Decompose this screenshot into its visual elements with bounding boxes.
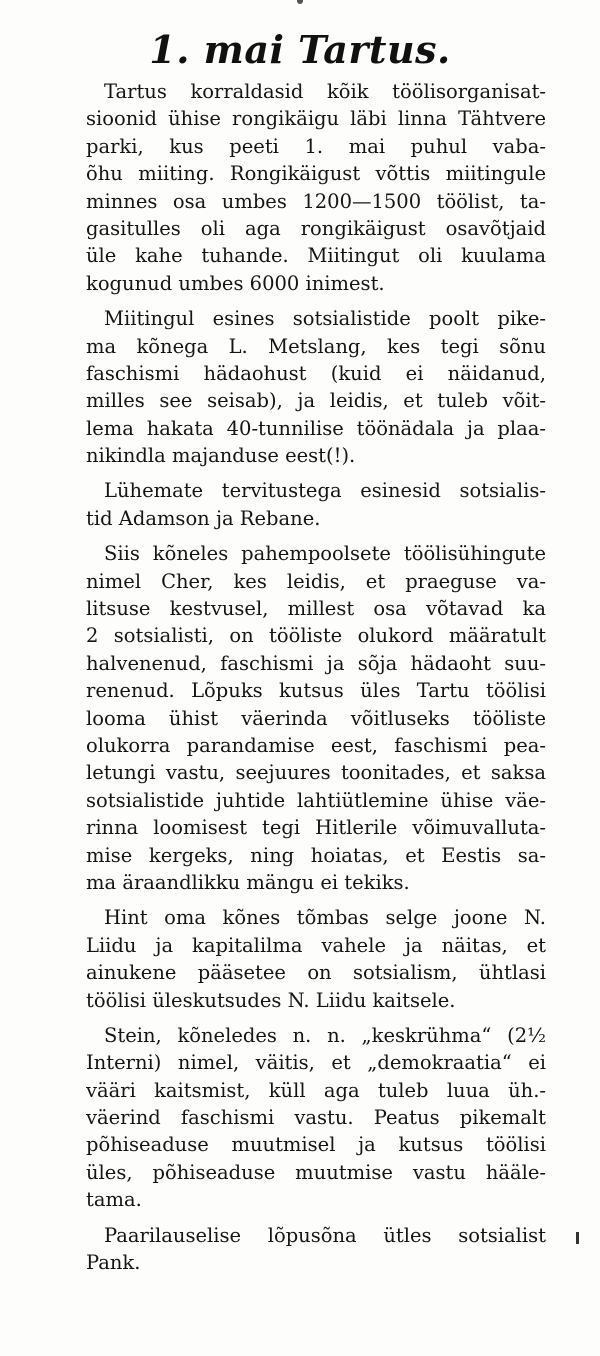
article-paragraph	[86, 1222, 546, 1277]
text-line: letungi vastu, seejuures toonitades, et saksa	[86, 761, 546, 785]
page-mark-top	[297, 0, 303, 4]
text-line: Lühemate tervitustega esinesid sotsialis-	[104, 479, 546, 503]
text-line: nikindla majanduse eest(!).	[86, 444, 356, 468]
text-line: põhiseaduse muutmisel ja kutsus töölisi	[86, 1133, 546, 1157]
text-line: faschismi hädaohust (kuid ei näidanud,	[86, 361, 546, 385]
article-title: 1. mai Tartus.	[149, 27, 451, 72]
text-line: looma ühist väerinda võitluseks tööliste	[86, 706, 546, 730]
text-line: kogunud umbes 6000 inimest.	[86, 271, 385, 295]
text-line: milles see seisab), ja leidis, et tuleb võit-	[86, 389, 546, 413]
text-line: 2 sotsialisti, on tööliste olukord määratult	[86, 624, 546, 648]
text-line: sotsialistide juhtide lahtiütlemine ühise väe-	[86, 788, 546, 812]
text-line: Interni) nimel, väitis, et „demokraatia“ ei	[86, 1051, 546, 1075]
article-paragraph	[86, 305, 546, 469]
text-line: üle kahe tuhande. Miitingut oli kuulama	[86, 244, 546, 268]
text-line: parki, kus peeti 1. mai puhul vaba-	[86, 134, 546, 158]
article-paragraph	[86, 904, 546, 1014]
article-paragraph	[86, 477, 546, 532]
text-line: Tartus korraldasid kõik töölisorganisat-	[104, 80, 546, 103]
text-line: nimel Cher, kes leidis, et praeguse va-	[86, 569, 546, 593]
text-line: Hint oma kõnes tõmbas selge joone N.	[104, 906, 546, 930]
text-line: halvenenud, faschismi ja sõja hädaoht suu-	[86, 651, 546, 675]
text-line: lema hakata 40-tunnilise töönädala ja plaa-	[86, 416, 546, 440]
article-paragraph	[86, 540, 546, 896]
text-line: väerind faschismi vastu. Peatus pikemalt	[86, 1106, 546, 1130]
text-line: Pank.	[86, 1251, 141, 1275]
text-line: ma äraandlikku mängu ei tekiks.	[86, 870, 410, 894]
text-line: gasitulles oli aga rongikäigust osavõtjaid	[86, 216, 546, 240]
text-line: Stein, kõneledes n. n. „keskrühma“ (2½	[104, 1023, 546, 1047]
text-line: õhu miiting. Rongikäigust võttis miitingule	[86, 162, 546, 186]
page-mark-right	[576, 1232, 579, 1244]
text-line: mise kergeks, ning hoiatas, et Eestis sa-	[86, 843, 546, 867]
text-line: vääri kaitsmist, küll aga tuleb luua üh.-	[86, 1078, 546, 1102]
article-paragraph	[86, 78, 546, 297]
text-line: tid Adamson ja Rebane.	[86, 506, 321, 530]
text-line: minnes osa umbes 1200—1500 töölist, ta-	[86, 189, 546, 213]
text-line: Paarilauselise lõpusõna ütles sotsialist	[104, 1223, 546, 1247]
text-line: olukorra parandamise eest, faschismi pea-	[86, 733, 546, 757]
article-paragraph	[86, 1022, 546, 1214]
text-line: litsuse kestvusel, millest osa võtavad ka	[86, 597, 546, 621]
article-body	[86, 78, 546, 1284]
text-line: renenud. Lõpuks kutsus üles Tartu töölisi	[86, 679, 546, 703]
text-line: rinna loomisest tegi Hitlerile võimuvalluta-	[86, 816, 546, 840]
text-line: töölisi üleskutsudes N. Liidu kaitsele.	[86, 988, 456, 1012]
text-line: tama.	[86, 1188, 142, 1212]
text-line: Liidu ja kapitalilma vahele ja näitas, et	[86, 933, 546, 957]
text-line: sioonid ühise rongikäigu läbi linna Tähtvere	[86, 107, 546, 131]
text-line: ma kõnega L. Metslang, kes tegi sõnu	[86, 334, 546, 358]
text-line: Siis kõneles pahempoolsete töölisühingute	[104, 542, 546, 566]
text-line: ainukene pääsetee on sotsialism, ühtlasi	[86, 961, 546, 985]
text-line: üles, põhiseaduse muutmise vastu hääle-	[86, 1160, 546, 1184]
text-line: Miitingul esines sotsialistide poolt pike-	[104, 307, 546, 331]
